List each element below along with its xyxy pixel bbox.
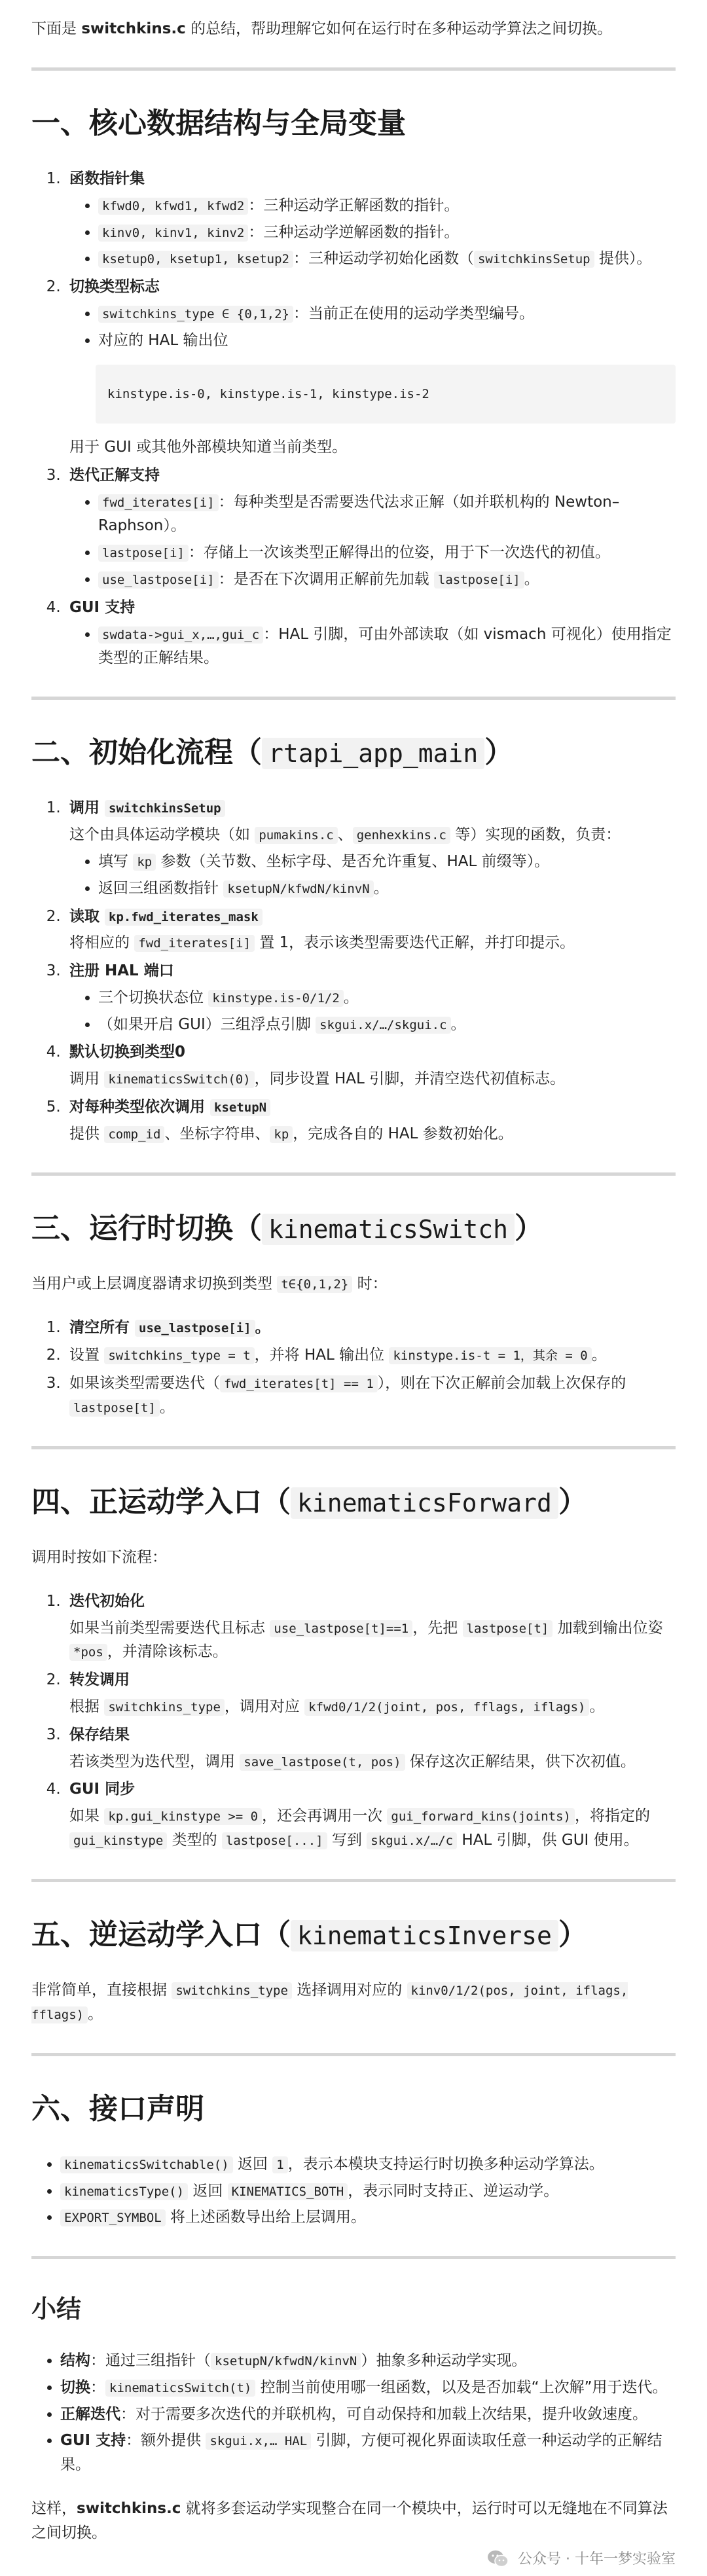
- text: 设置: [69, 1347, 105, 1364]
- code-span: kp: [133, 854, 156, 871]
- text: 引脚，方便可视化界面读取任意一种运动学的正解结果。: [60, 2432, 662, 2474]
- code-span: kinematicsSwitch(t): [105, 2380, 255, 2397]
- text: ，完成各自的 HAL 参数初始化。: [293, 1125, 513, 1142]
- text: 当用户或上层调度器请求切换到类型: [31, 1275, 278, 1292]
- code-span: kfwd0, kfwd1, kfwd2: [98, 198, 248, 215]
- text: 。: [591, 1347, 607, 1364]
- list-item: [60, 2429, 676, 2477]
- item-text: ：存储上一次该类型正解得出的位姿，用于下一次迭代的初值。: [188, 544, 610, 562]
- section-1-title: 一、核心数据结构与全局变量: [31, 106, 406, 140]
- item-text: ：是否在下次调用正解前先加载: [218, 570, 434, 588]
- text: ，还会再调用一次: [262, 1807, 388, 1825]
- text: 置 1，表示该类型需要迭代正解，并打印提示。: [254, 934, 575, 952]
- code-span: kp.gui_kinstype >= 0: [104, 1808, 262, 1825]
- code-span: ksetupN: [210, 1099, 270, 1116]
- code-span: ksetupN/kfwdN/kinvN: [211, 2353, 361, 2370]
- text: 将上述函数导出给上层调用。: [165, 2209, 367, 2226]
- item-title: [69, 908, 263, 925]
- text: 参数（关节数、坐标字母、是否允许重复、HAL 前缀等）。: [156, 852, 550, 870]
- section-3-list: [31, 1316, 676, 1420]
- title-text: ）: [515, 1211, 544, 1245]
- text: 、坐标字符串、: [164, 1125, 270, 1142]
- divider: [31, 697, 676, 700]
- text: ：对于需要多次迭代的并联机构，可自动保持和加载上次结果，提升收敛速度。: [120, 2405, 647, 2423]
- divider: [31, 1172, 676, 1176]
- item-title: 函数指针集: [69, 170, 145, 187]
- divider: [31, 67, 676, 71]
- item-title: GUI 支持: [69, 598, 136, 616]
- summary-title: 小结: [31, 2295, 82, 2324]
- code-span: kinstype.is-0/1/2: [208, 990, 343, 1007]
- code-span: kinv0/1/2(pos, joint, iflags, fflags): [31, 1983, 628, 2022]
- list-item: [60, 2179, 676, 2204]
- text: 。: [373, 879, 389, 897]
- text: 加载到输出位姿: [553, 1619, 663, 1637]
- text: ，表示本模块支持运行时切换多种运动学算法。: [287, 2155, 604, 2173]
- list-item: [65, 1777, 676, 1852]
- text: ，同步设置 HAL 引脚，并清空迭代初值标志。: [254, 1070, 566, 1088]
- text: （如果开启 GUI）三组浮点引脚: [98, 1015, 316, 1033]
- code-span: gui_forward_kins(joints): [387, 1808, 575, 1825]
- item-text: ：HAL 引脚，可由外部读取（如 vismach 可视化）使用指定类型的正解结果。: [98, 625, 672, 667]
- text: 填写: [98, 852, 134, 870]
- item-text: ：三种运动学初始化函数（: [293, 250, 474, 268]
- code-span: pumakins.c: [255, 827, 337, 844]
- code-span: kinstype.is-t = 1，其余 = 0: [389, 1347, 591, 1364]
- list-item: [65, 1040, 676, 1091]
- code-span: kfwd0/1/2(joint, pos, fflags, iflags): [304, 1699, 589, 1716]
- list-item: [65, 959, 676, 1036]
- bold-text: GUI 支持: [60, 2432, 126, 2450]
- text: 如果该类型需要迭代（: [69, 1375, 220, 1392]
- section-1-list: [31, 167, 676, 670]
- bold-text: switchkins.c: [77, 2499, 181, 2517]
- item-paragraph: [69, 931, 676, 955]
- summary-list: [31, 2349, 676, 2477]
- footer-text: 公众号 · 十年一梦实验室: [518, 2550, 676, 2567]
- item-paragraph: [69, 823, 676, 847]
- text: 选择调用对应的: [291, 1981, 407, 1999]
- text: 类型的: [167, 1832, 222, 1849]
- title-text: 二、初始化流程（: [31, 736, 262, 770]
- text: ：通过三组指针（: [90, 2351, 211, 2369]
- section-6-list: [31, 2152, 676, 2230]
- list-item: [98, 329, 676, 424]
- text: 三个切换状态位: [98, 989, 209, 1006]
- list-item: [98, 247, 676, 271]
- title-text: ）: [558, 1917, 587, 1951]
- text: HAL 引脚，供 GUI 使用。: [457, 1832, 639, 1849]
- code-span: genhexkins.c: [353, 827, 450, 844]
- code-span: fwd_iterates[t] == 1: [220, 1375, 378, 1392]
- list-item: [65, 796, 676, 900]
- list-item: [65, 167, 676, 271]
- text: ，先把: [412, 1619, 463, 1637]
- text: ）抽象多种运动学实现。: [361, 2351, 527, 2369]
- bold-text: 正解迭代: [60, 2405, 120, 2423]
- code-span: t∈{0,1,2}: [277, 1276, 352, 1293]
- code-span: gui_kinstype: [69, 1832, 167, 1849]
- text: 。: [255, 1318, 270, 1336]
- section-paragraph: [31, 1978, 676, 2027]
- list-item: [65, 1589, 676, 1664]
- list-item: [98, 221, 676, 245]
- code-span: switchkins_type ∈ {0,1,2}: [98, 306, 293, 323]
- title-text: 对每种类型依次调用: [69, 1098, 211, 1116]
- list-item: [98, 490, 676, 539]
- bold-text: 切换: [60, 2378, 90, 2396]
- list-item: [65, 1316, 676, 1340]
- code-span: lastpose[t]: [463, 1620, 553, 1637]
- item-paragraph: 用于 GUI 或其他外部模块知道当前类型。: [69, 438, 348, 456]
- text: ，并清除该标志。: [107, 1643, 228, 1661]
- code-span: fwd_iterates[i]: [98, 494, 219, 511]
- divider: [31, 2053, 676, 2056]
- text: 清空所有: [69, 1318, 136, 1336]
- title-text: 调用: [69, 799, 105, 817]
- text: 调用: [69, 1070, 105, 1088]
- text: ，将指定的: [574, 1807, 650, 1825]
- divider: [31, 2256, 676, 2259]
- code-span: 1: [272, 2156, 287, 2173]
- list-item: [98, 568, 676, 592]
- text: 这样，: [31, 2499, 77, 2517]
- wechat-icon: [486, 2549, 510, 2569]
- text: 写到: [327, 1832, 367, 1849]
- list-item: [65, 1668, 676, 1719]
- section-4-title: [31, 1483, 676, 1521]
- item-title: 迭代正解支持: [69, 466, 160, 484]
- item-title: 注册 HAL 端口: [69, 962, 174, 980]
- title-text: ）: [484, 736, 514, 770]
- text: 如果当前类型需要迭代且标志: [69, 1619, 270, 1637]
- intro-paragraph: [31, 17, 676, 41]
- text: 返回三组函数指针: [98, 879, 224, 897]
- code-span: ksetupN/kfwdN/kinvN: [223, 880, 373, 898]
- code-span: switchkins_type: [104, 1699, 225, 1716]
- item-title: [69, 1098, 270, 1116]
- text: 返回: [232, 2155, 273, 2173]
- code-block: kinstype.is-0, kinstype.is-1, kinstype.is-2: [96, 365, 676, 424]
- item-paragraph: [69, 1804, 676, 1853]
- item-paragraph: [69, 1750, 676, 1774]
- list-item: [65, 1371, 676, 1420]
- code-span: *pos: [69, 1644, 107, 1661]
- text: 保存这次正解结果，供下次初值。: [405, 1752, 636, 1770]
- item-title: [69, 799, 225, 816]
- divider: [31, 1879, 676, 1882]
- text: 时：: [352, 1275, 388, 1292]
- list-item: [65, 1343, 676, 1368]
- list-item: [98, 541, 676, 565]
- text: 提供: [69, 1125, 105, 1142]
- text: 根据: [69, 1698, 105, 1716]
- list-item: [65, 463, 676, 592]
- title-text: 五、逆运动学入口（: [31, 1917, 291, 1951]
- code-span: kinematicsSwitch(0): [104, 1071, 254, 1088]
- item-title: 保存结果: [69, 1726, 130, 1743]
- section-4-list: [31, 1589, 676, 1853]
- item-paragraph: [69, 1122, 676, 1146]
- title-text: 读取: [69, 907, 105, 925]
- text: 返回: [188, 2182, 228, 2200]
- intro-text-end: 的总结，帮助理解它如何在运行时在多种运动学算法之间切换。: [185, 20, 613, 37]
- text: 这个由具体运动学模块（如: [69, 826, 255, 844]
- code-span: KINEMATICS_BOTH: [228, 2183, 348, 2200]
- list-item: [60, 2376, 676, 2400]
- list-item: [65, 1095, 676, 1146]
- list-item: [65, 275, 676, 460]
- text: 就将多套运动学实现整合在同一个模块中，运行时可以无缝地在不同算法之间切换。: [31, 2499, 668, 2541]
- text: 非常简单，直接根据: [31, 1981, 172, 1999]
- code-span: kinematicsSwitch: [262, 1214, 515, 1245]
- code-span: swdata->gui_x,…,gui_c: [98, 626, 263, 644]
- list-item: [60, 2403, 676, 2427]
- code-span: switchkinsSetup: [474, 251, 594, 268]
- text: ，调用对应: [224, 1698, 305, 1716]
- code-span: lastpose[i]: [434, 571, 524, 589]
- section-6-title: 六、接口声明: [31, 2092, 204, 2126]
- text: 。: [343, 989, 359, 1006]
- intro-text: 下面是: [31, 20, 82, 37]
- text: 、: [337, 826, 353, 844]
- code-span: kp.fwd_iterates_mask: [105, 909, 263, 926]
- list-item: [65, 1723, 676, 1774]
- code-span: rtapi_app_main: [262, 738, 484, 769]
- code-span: skgui.x/…/c: [367, 1832, 457, 1849]
- footer-watermark: [31, 2548, 676, 2571]
- text: ：: [90, 2378, 105, 2396]
- item-paragraph: [69, 1067, 676, 1091]
- code-span: comp_id: [104, 1126, 164, 1143]
- text: 若该类型为迭代型，调用: [69, 1752, 240, 1770]
- text: 。: [450, 1015, 466, 1033]
- item-text: 。: [524, 570, 539, 588]
- code-span: save_lastpose(t, pos): [240, 1754, 405, 1771]
- summary-final-paragraph: [31, 2497, 676, 2545]
- title-text: 三、运行时切换（: [31, 1211, 262, 1245]
- title-text: ）: [558, 1485, 587, 1519]
- item-text: ：三种运动学逆解函数的指针。: [248, 223, 460, 241]
- code-span: kinematicsInverse: [291, 1920, 558, 1951]
- code-span: switchkins_type = t: [104, 1347, 254, 1364]
- code-span: lastpose[i]: [98, 545, 189, 562]
- code-span: kinematicsForward: [291, 1487, 558, 1519]
- divider: [31, 1446, 676, 1449]
- code-span: lastpose[t]: [69, 1400, 160, 1417]
- item-text: 提供）。: [594, 250, 652, 268]
- section-paragraph: 调用时按如下流程：: [31, 1549, 167, 1567]
- text: 。: [88, 2005, 103, 2023]
- list-item: [60, 2152, 676, 2177]
- item-title: GUI 同步: [69, 1781, 136, 1798]
- bold-text: 结构: [60, 2351, 90, 2369]
- item-title: 转发调用: [69, 1671, 130, 1689]
- list-item: [98, 877, 676, 901]
- list-item: [98, 302, 676, 326]
- item-text: ：三种运动学正解函数的指针。: [248, 196, 460, 214]
- text: ，并将 HAL 输出位: [254, 1347, 390, 1364]
- item-text: ：当前正在使用的运动学类型编号。: [293, 304, 534, 322]
- section-3-title: [31, 1210, 676, 1247]
- code-span: switchkins_type: [172, 1982, 292, 1999]
- item-text: ：每种类型是否需要迭代法求正解（如并联机构的 Newton–Raphson）。: [98, 493, 620, 535]
- code-span: kp: [270, 1126, 293, 1143]
- code-span: kinematicsType(): [60, 2183, 188, 2200]
- list-item: [60, 2349, 676, 2373]
- list-item: [65, 905, 676, 956]
- code-span: use_lastpose[i]: [98, 571, 219, 589]
- code-span: skgui.x,… HAL: [206, 2433, 311, 2450]
- code-span: use_lastpose[i]: [135, 1320, 255, 1337]
- list-item: [98, 194, 676, 218]
- section-2-title: [31, 734, 676, 771]
- item-paragraph: [69, 1616, 676, 1665]
- code-span: ksetup0, ksetup1, ksetup2: [98, 251, 293, 268]
- section-2-list: [31, 796, 676, 1146]
- title-text: 四、正运动学入口（: [31, 1485, 291, 1519]
- text: 控制当前使用哪一组函数，以及是否加载“上次解”用于迭代。: [255, 2378, 668, 2396]
- list-item: [98, 1013, 676, 1037]
- code-span: use_lastpose[t]==1: [270, 1620, 412, 1637]
- text: 。: [159, 1399, 175, 1417]
- item-title: 默认切换到类型0: [69, 1043, 186, 1061]
- list-item: [98, 623, 676, 671]
- item-title: [69, 1319, 270, 1336]
- item-paragraph: [69, 1695, 676, 1719]
- code-span: skgui.x/…/skgui.c: [316, 1017, 450, 1034]
- list-item: [98, 850, 676, 874]
- section-5-title: [31, 1916, 676, 1953]
- code-span: switchkinsSetup: [105, 800, 225, 817]
- list-item: [65, 596, 676, 670]
- text: ，表示同时支持正、逆运动学。: [348, 2182, 559, 2200]
- code-span: lastpose[...]: [222, 1832, 327, 1849]
- item-title: 迭代初始化: [69, 1592, 145, 1610]
- section-paragraph: [31, 1272, 676, 1296]
- code-span: fwd_iterates[i]: [134, 935, 255, 952]
- text: 如果: [69, 1807, 105, 1825]
- list-item: [60, 2205, 676, 2230]
- text: 将相应的: [69, 934, 135, 952]
- text: ：额外提供: [126, 2432, 206, 2450]
- code-span: EXPORT_SYMBOL: [60, 2209, 166, 2226]
- text: ），则在下次正解前会加载上次保存的: [377, 1375, 626, 1392]
- list-item: [98, 986, 676, 1010]
- item-title: 切换类型标志: [69, 278, 160, 296]
- intro-filename: switchkins.c: [81, 20, 186, 37]
- item-text: 对应的 HAL 输出位: [98, 331, 228, 349]
- code-span: kinematicsSwitchable(): [60, 2156, 233, 2173]
- code-span: kinv0, kinv1, kinv2: [98, 225, 248, 242]
- text: 等）实现的函数，负责：: [450, 826, 621, 844]
- text: 。: [589, 1698, 605, 1716]
